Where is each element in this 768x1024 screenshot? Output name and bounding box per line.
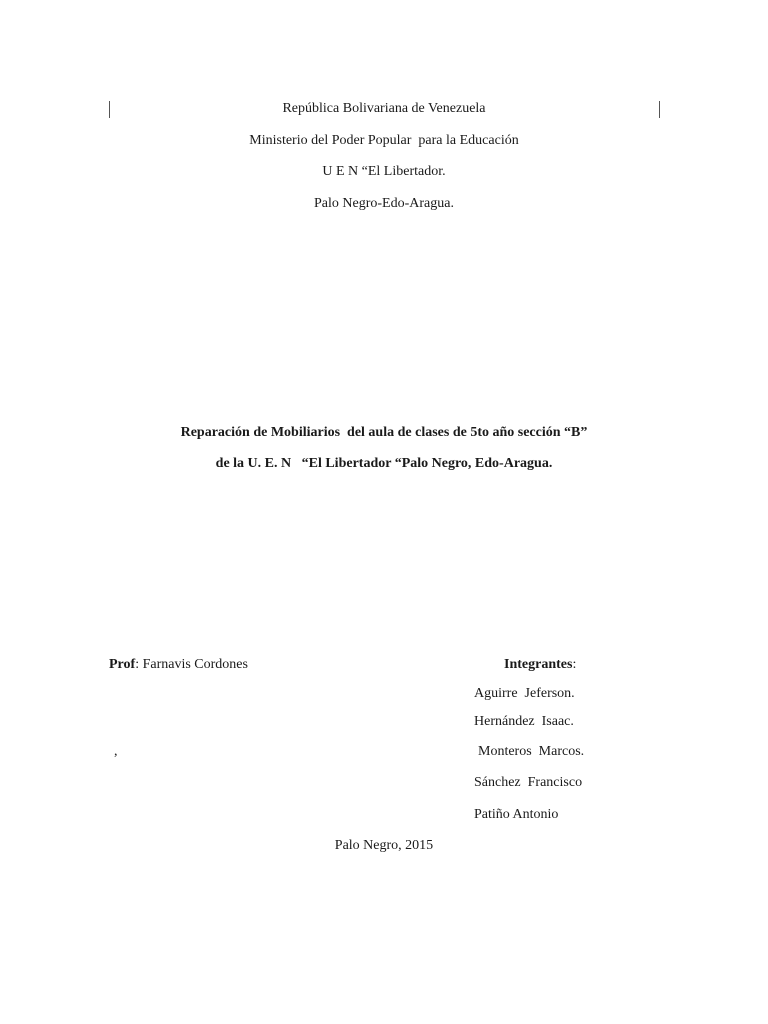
member-name: Patiño Antonio [474, 807, 559, 822]
stray-comma: , [114, 744, 118, 759]
professor-name: : Farnavis Cordones [135, 657, 248, 672]
header-school: U E N “El Libertador. [322, 164, 446, 179]
header-republic: República Bolivariana de Venezuela [282, 101, 486, 116]
document-title-line2: de la U. E. N “El Libertador “Palo Negro, Edo-Aragua. [215, 456, 553, 471]
professor-line [109, 656, 248, 674]
member-name: Hernández Isaac. [474, 714, 574, 729]
place-and-year: Palo Negro, 2015 [334, 838, 434, 853]
member-name: Monteros Marcos. [478, 744, 585, 759]
member-name: Sánchez Francisco [474, 775, 583, 790]
members-label: Integrantes [504, 657, 573, 672]
member-name: Aguirre Jeferson. [474, 686, 575, 701]
document-title-line1: Reparación de Mobiliarios del aula de clases de 5to año sección “B” [180, 425, 588, 440]
professor-label: Prof [109, 657, 136, 672]
members-label-colon: : [572, 657, 577, 672]
members-heading [504, 656, 576, 674]
header-ministry: Ministerio del Poder Popular para la Educación [249, 133, 519, 148]
header-location: Palo Negro-Edo-Aragua. [314, 196, 454, 211]
